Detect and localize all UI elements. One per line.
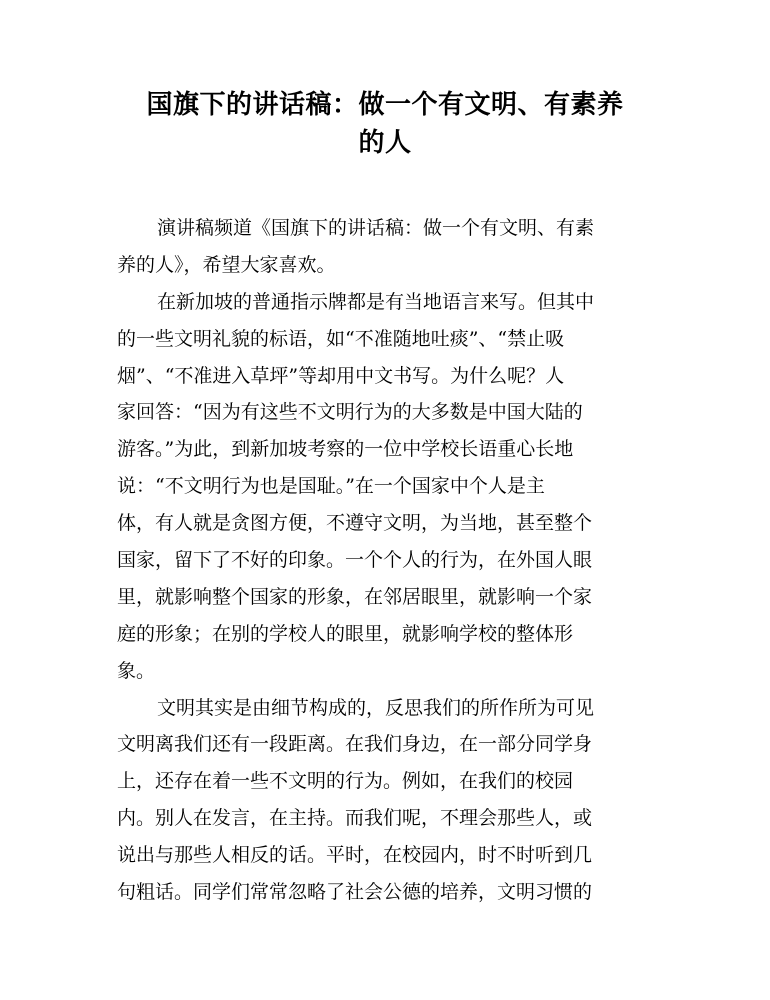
text-line: 养的人》，希望大家喜欢。 xyxy=(117,253,336,276)
page-title xyxy=(110,86,660,162)
title-line: 国旗下的讲话稿：做一个有文明、有素养 xyxy=(146,90,624,120)
text-line: 体，有人就是贪图方便，不遵守文明，为当地，甚至整个 xyxy=(117,512,593,535)
text-line: 演讲稿频道《国旗下的讲话稿：做一个有文明、有素 xyxy=(157,217,595,239)
text-line: 象。 xyxy=(117,659,156,682)
text-line: 上，还存在着一些不文明的行为。例如，在我们的校园 xyxy=(117,770,574,793)
text-line: 说出与那些人相反的话。平时，在校园内，时不时听到几 xyxy=(117,844,593,867)
body-text xyxy=(117,210,637,911)
text-line: 文明离我们还有一段距离。在我们身边，在一部分同学身 xyxy=(117,733,593,756)
text-line: 里，就影响整个国家的形象，在邻居眼里，就影响一个家 xyxy=(117,585,593,608)
text-line: 烟”、“不准进入草坪”等却用中文书写。为什么呢？人 xyxy=(117,364,565,387)
text-line: 说：“不文明行为也是国耻。”在一个国家中个人是主 xyxy=(117,475,545,498)
text-line: 庭的形象；在别的学校人的眼里，就影响学校的整体形 xyxy=(117,622,574,645)
title-line: 的人 xyxy=(358,128,412,158)
text-line: 文明其实是由细节构成的，反思我们的所作所为可见 xyxy=(157,696,595,719)
text-line: 家回答：“因为有这些不文明行为的大多数是中国大陆的 xyxy=(117,401,583,424)
text-line: 游客。”为此，到新加坡考察的一位中学校长语重心长地 xyxy=(117,438,574,461)
text-line: 内。别人在发言，在主持。而我们呢，不理会那些人，或 xyxy=(117,807,593,830)
text-line: 句粗话。同学们常常忽略了社会公德的培养，文明习惯的 xyxy=(117,881,593,904)
text-line: 国家，留下了不好的印象。一个个人的行为，在外国人眼 xyxy=(117,549,593,572)
text-line: 的一些文明礼貌的标语，如“不准随地吐痰”、“禁止吸 xyxy=(117,327,565,350)
text-line: 在新加坡的普通指示牌都是有当地语言来写。但其中 xyxy=(157,290,595,313)
